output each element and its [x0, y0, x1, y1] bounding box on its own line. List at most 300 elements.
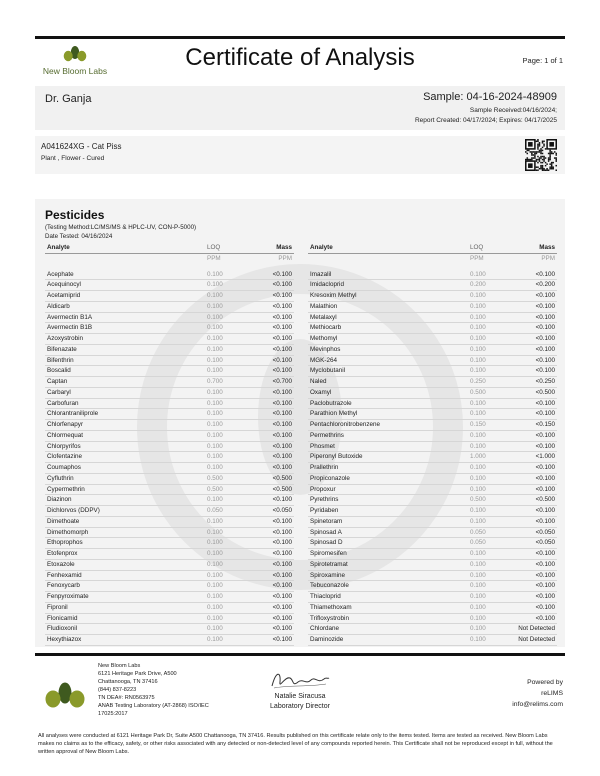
- mass-cell: <0.100: [245, 344, 294, 355]
- mass-cell: <0.100: [508, 291, 557, 302]
- table-row: [45, 355, 294, 366]
- loq-cell: 0.100: [205, 624, 245, 635]
- mass-cell: <0.100: [245, 323, 294, 334]
- table-row: [45, 291, 294, 302]
- loq-cell: 0.500: [468, 495, 508, 506]
- analyte-cell: Bifenthrin: [45, 355, 205, 366]
- analyte-cell: Fipronil: [45, 602, 205, 613]
- mass-cell: <0.100: [508, 270, 557, 280]
- col-header-mass: Mass: [245, 243, 294, 253]
- mass-cell: <0.100: [508, 463, 557, 474]
- mass-cell: <0.100: [508, 549, 557, 560]
- mass-cell: <0.100: [245, 301, 294, 312]
- mass-cell: <0.100: [245, 549, 294, 560]
- loq-cell: 0.100: [205, 430, 245, 441]
- table-row: [308, 602, 557, 613]
- mass-cell: <0.100: [245, 624, 294, 635]
- loq-cell: 0.050: [205, 506, 245, 517]
- mass-cell: <0.100: [245, 409, 294, 420]
- loq-cell: 0.100: [205, 355, 245, 366]
- table-row: [45, 452, 294, 463]
- loq-cell: 0.100: [468, 312, 508, 323]
- analyte-cell: Spinetoram: [308, 516, 468, 527]
- mass-cell: <0.100: [245, 495, 294, 506]
- loq-cell: 1.000: [468, 452, 508, 463]
- mass-cell: <0.100: [245, 270, 294, 280]
- lab-line: (844) 837-8223: [98, 687, 137, 693]
- table-row: [45, 613, 294, 624]
- analyte-cell: Oxamyl: [308, 387, 468, 398]
- page-number: Page: 1 of 1: [522, 56, 563, 65]
- analyte-cell: Coumaphos: [45, 463, 205, 474]
- analyte-cell: Trifloxystrobin: [308, 613, 468, 624]
- mass-cell: <0.100: [508, 602, 557, 613]
- mass-cell: <0.500: [245, 473, 294, 484]
- loq-cell: 0.100: [205, 527, 245, 538]
- mass-cell: <0.100: [245, 452, 294, 463]
- table-row: [308, 420, 557, 431]
- pesticides-table-right: [308, 243, 557, 646]
- loq-cell: 0.100: [205, 635, 245, 646]
- mass-cell: <0.250: [508, 377, 557, 388]
- analyte-cell: Spinosad A: [308, 527, 468, 538]
- powered-by-label: Powered by: [527, 679, 563, 686]
- pesticides-section: [35, 199, 565, 647]
- table-row: [308, 301, 557, 312]
- table-row: [45, 473, 294, 484]
- mass-cell: <0.100: [508, 516, 557, 527]
- mass-cell: <0.100: [508, 344, 557, 355]
- analyte-cell: Kresoxim Methyl: [308, 291, 468, 302]
- loq-cell: 0.050: [468, 527, 508, 538]
- table-row: [308, 516, 557, 527]
- signer-name: Natalie Siracusa: [274, 693, 326, 700]
- logo-text: New Bloom Labs: [42, 66, 108, 76]
- lab-line: TN DEA#: RN0563975: [98, 695, 155, 701]
- powered-by-email[interactable]: info@relims.com: [512, 701, 563, 708]
- table-row: [45, 581, 294, 592]
- table-row: [45, 495, 294, 506]
- table-row: [308, 506, 557, 517]
- table-row: [45, 538, 294, 549]
- loq-cell: 0.100: [205, 344, 245, 355]
- loq-cell: 0.100: [468, 559, 508, 570]
- table-row: [45, 463, 294, 474]
- loq-cell: 0.100: [468, 592, 508, 603]
- analyte-cell: Etofenprox: [45, 549, 205, 560]
- table-row: [45, 377, 294, 388]
- col-header-analyte: Analyte: [45, 243, 205, 253]
- loq-cell: 0.100: [468, 549, 508, 560]
- disclaimer: All analyses were conducted at 6121 Heritage Park Dr, Suite A500 Chattanooga, TN 37416. Results published on this certificate relate only to the items tested. Items are tested as received. New Bloom Labs makes no claims as to the efficacy, safety, or other risks associated with any detected or non-detected level of any compounds reported herein. This Certificate shall not be reproduced except in full, without the written approval of New Bloom Labs.: [38, 733, 553, 755]
- table-row: [308, 312, 557, 323]
- analyte-cell: Propiconazole: [308, 473, 468, 484]
- mass-cell: <0.100: [245, 538, 294, 549]
- table-row: [308, 592, 557, 603]
- loq-cell: 0.500: [205, 473, 245, 484]
- table-row: [45, 398, 294, 409]
- analyte-cell: Chlordane: [308, 624, 468, 635]
- analyte-cell: Acetamiprid: [45, 291, 205, 302]
- analyte-cell: Pentachloronitrobenzene: [308, 420, 468, 431]
- mass-cell: <0.100: [508, 473, 557, 484]
- mass-cell: <0.100: [508, 613, 557, 624]
- table-row: [308, 570, 557, 581]
- loq-cell: 0.700: [205, 377, 245, 388]
- pesticides-table-left: [45, 243, 294, 646]
- mass-cell: <0.100: [245, 430, 294, 441]
- analyte-cell: Piperonyl Butoxide: [308, 452, 468, 463]
- analyte-cell: Cypermethrin: [45, 484, 205, 495]
- loq-cell: 0.100: [205, 549, 245, 560]
- analyte-cell: Tebuconazole: [308, 581, 468, 592]
- col-header-loq: LOQ: [468, 243, 508, 253]
- analyte-cell: Boscalid: [45, 366, 205, 377]
- table-row: [45, 624, 294, 635]
- loq-cell: 0.100: [205, 301, 245, 312]
- table-row: [45, 387, 294, 398]
- table-row: [308, 624, 557, 635]
- mass-cell: <0.100: [508, 581, 557, 592]
- table-row: [308, 527, 557, 538]
- loq-cell: 0.100: [468, 291, 508, 302]
- section-title: Pesticides: [45, 208, 105, 222]
- mass-cell: <0.100: [245, 613, 294, 624]
- mass-cell: <0.100: [245, 312, 294, 323]
- unit-mass: PPM: [278, 254, 292, 262]
- table-row: [45, 280, 294, 291]
- lab-line: 6121 Heritage Park Drive, A500: [98, 671, 177, 677]
- analyte-cell: Fenpyroximate: [45, 592, 205, 603]
- mass-cell: <1.000: [508, 452, 557, 463]
- mass-cell: <0.100: [245, 581, 294, 592]
- table-row: [308, 344, 557, 355]
- mass-cell: <0.100: [508, 312, 557, 323]
- analyte-cell: Etoxazole: [45, 559, 205, 570]
- analyte-cell: Imidacloprid: [308, 280, 468, 291]
- loq-cell: 0.100: [205, 570, 245, 581]
- loq-cell: 0.100: [468, 409, 508, 420]
- table-row: [45, 312, 294, 323]
- mass-cell: <0.100: [245, 516, 294, 527]
- loq-cell: 0.100: [205, 495, 245, 506]
- analyte-cell: Spiromesifen: [308, 549, 468, 560]
- loq-cell: 0.100: [205, 398, 245, 409]
- analyte-cell: Aldicarb: [45, 301, 205, 312]
- table-row: [45, 441, 294, 452]
- analyte-cell: Spiroxamine: [308, 570, 468, 581]
- mass-cell: <0.100: [245, 592, 294, 603]
- analyte-cell: Avermectin B1A: [45, 312, 205, 323]
- product-name: A041624XG - Cat Piss: [41, 142, 122, 151]
- table-row: [45, 635, 294, 646]
- analyte-cell: Chlormequat: [45, 430, 205, 441]
- loq-cell: 0.100: [468, 301, 508, 312]
- client-section: [35, 86, 565, 130]
- analyte-cell: Propoxur: [308, 484, 468, 495]
- loq-cell: 0.100: [205, 559, 245, 570]
- analyte-cell: Hexythiazox: [45, 635, 205, 646]
- table-row: [45, 430, 294, 441]
- loq-cell: 0.100: [468, 355, 508, 366]
- mass-cell: <0.100: [508, 441, 557, 452]
- table-row: [45, 323, 294, 334]
- mass-cell: <0.100: [245, 280, 294, 291]
- mass-cell: <0.100: [245, 635, 294, 646]
- mass-cell: <0.100: [245, 527, 294, 538]
- loq-cell: 0.100: [205, 366, 245, 377]
- loq-cell: 0.100: [205, 334, 245, 345]
- analyte-cell: Diazinon: [45, 495, 205, 506]
- table-row: [308, 270, 557, 280]
- loq-cell: 0.100: [468, 635, 508, 646]
- client-name: Dr. Ganja: [45, 93, 92, 105]
- unit-loq: PPM: [470, 254, 484, 262]
- analyte-cell: Spirotetramat: [308, 559, 468, 570]
- col-header-loq: LOQ: [205, 243, 245, 253]
- table-row: [45, 420, 294, 431]
- analyte-cell: Chlorantraniliprole: [45, 409, 205, 420]
- mass-cell: <0.100: [245, 398, 294, 409]
- loq-cell: 0.500: [468, 387, 508, 398]
- table-row: [308, 581, 557, 592]
- date-tested: Date Tested: 04/16/2024: [45, 233, 113, 240]
- analyte-cell: Mevinphos: [308, 344, 468, 355]
- analyte-cell: Prallethrin: [308, 463, 468, 474]
- analyte-cell: Phosmet: [308, 441, 468, 452]
- mass-cell: <0.500: [245, 484, 294, 495]
- table-row: [308, 473, 557, 484]
- table-row: [308, 430, 557, 441]
- table-row: [308, 366, 557, 377]
- analyte-cell: Bifenazate: [45, 344, 205, 355]
- mass-cell: <0.100: [245, 387, 294, 398]
- analyte-cell: Naled: [308, 377, 468, 388]
- lab-line: New Bloom Labs: [98, 663, 141, 669]
- loq-cell: 0.100: [468, 624, 508, 635]
- mass-cell: <0.100: [245, 463, 294, 474]
- signer-title: Laboratory Director: [270, 703, 330, 710]
- analyte-cell: Myclobutanil: [308, 366, 468, 377]
- header-rule: [35, 36, 565, 39]
- analyte-cell: Chlorfenapyr: [45, 420, 205, 431]
- table-row: [45, 409, 294, 420]
- qr-code-icon[interactable]: [525, 139, 557, 171]
- loq-cell: 0.100: [468, 344, 508, 355]
- mass-cell: <0.500: [508, 495, 557, 506]
- analyte-cell: Pyrethrins: [308, 495, 468, 506]
- analyte-cell: Malathion: [308, 301, 468, 312]
- mass-cell: <0.100: [508, 334, 557, 345]
- table-row: [308, 323, 557, 334]
- table-row: [45, 527, 294, 538]
- col-header-mass: Mass: [508, 243, 557, 253]
- analyte-cell: Methomyl: [308, 334, 468, 345]
- mass-cell: <0.050: [245, 506, 294, 517]
- loq-cell: 0.100: [205, 452, 245, 463]
- mass-cell: <0.050: [508, 527, 557, 538]
- table-row: [308, 291, 557, 302]
- analyte-cell: Parathion Methyl: [308, 409, 468, 420]
- loq-cell: 0.100: [468, 473, 508, 484]
- mass-cell: <0.100: [245, 570, 294, 581]
- analyte-cell: Azoxystrobin: [45, 334, 205, 345]
- analyte-cell: Paclobutrazole: [308, 398, 468, 409]
- table-row: [308, 398, 557, 409]
- loq-cell: 0.100: [205, 602, 245, 613]
- table-row: [45, 506, 294, 517]
- loq-cell: 0.100: [205, 420, 245, 431]
- mass-cell: Not Detected: [508, 635, 557, 646]
- loq-cell: 0.100: [205, 613, 245, 624]
- loq-cell: 0.100: [205, 280, 245, 291]
- loq-cell: 0.100: [468, 334, 508, 345]
- lab-line: 17025:2017: [98, 711, 128, 717]
- loq-cell: 0.100: [468, 484, 508, 495]
- analyte-cell: Imazalil: [308, 270, 468, 280]
- table-row: [308, 355, 557, 366]
- analyte-cell: Spinosad D: [308, 538, 468, 549]
- mass-cell: <0.050: [508, 538, 557, 549]
- analyte-cell: Dimethomorph: [45, 527, 205, 538]
- loq-cell: 0.100: [468, 602, 508, 613]
- loq-cell: 0.100: [468, 613, 508, 624]
- table-row: [308, 441, 557, 452]
- table-row: [308, 280, 557, 291]
- loq-cell: 0.100: [468, 323, 508, 334]
- analyte-cell: Thiacloprid: [308, 592, 468, 603]
- analyte-cell: Metalaxyl: [308, 312, 468, 323]
- table-row: [308, 334, 557, 345]
- powered-by-name: reLIMS: [541, 690, 563, 697]
- loq-cell: 0.100: [468, 581, 508, 592]
- table-row: [308, 635, 557, 646]
- loq-cell: 0.050: [468, 538, 508, 549]
- mass-cell: <0.100: [508, 323, 557, 334]
- powered-by: [512, 677, 563, 710]
- table-row: [308, 538, 557, 549]
- table-row: [45, 301, 294, 312]
- mass-cell: <0.100: [245, 366, 294, 377]
- analyte-cell: Daminozide: [308, 635, 468, 646]
- loq-cell: 0.100: [468, 270, 508, 280]
- mass-cell: <0.100: [508, 355, 557, 366]
- analyte-cell: Carbofuran: [45, 398, 205, 409]
- table-row: [45, 334, 294, 345]
- mass-cell: <0.200: [508, 280, 557, 291]
- loq-cell: 0.100: [205, 592, 245, 603]
- table-row: [308, 549, 557, 560]
- loq-cell: 0.100: [205, 323, 245, 334]
- mass-cell: <0.100: [508, 430, 557, 441]
- analyte-cell: Carbaryl: [45, 387, 205, 398]
- analyte-cell: Methiocarb: [308, 323, 468, 334]
- sample-received: Sample Received:04/16/2024;: [469, 107, 557, 114]
- analyte-cell: Avermectin B1B: [45, 323, 205, 334]
- loq-cell: 0.100: [205, 581, 245, 592]
- table-row: [45, 549, 294, 560]
- mass-cell: <0.100: [245, 420, 294, 431]
- lab-line: ANAB Testing Laboratory (AT-2868) ISO/IEC: [98, 703, 209, 709]
- signature-icon: [268, 667, 332, 693]
- loq-cell: 0.250: [468, 377, 508, 388]
- analyte-cell: Thiamethoxam: [308, 602, 468, 613]
- table-row: [308, 387, 557, 398]
- loq-cell: 0.100: [468, 366, 508, 377]
- product-type: Plant , Flower - Cured: [41, 155, 105, 162]
- analyte-cell: Fludioxonil: [45, 624, 205, 635]
- mass-cell: <0.100: [245, 291, 294, 302]
- table-row: [308, 463, 557, 474]
- table-row: [45, 559, 294, 570]
- mass-cell: <0.100: [508, 409, 557, 420]
- mass-cell: <0.100: [508, 592, 557, 603]
- analyte-cell: Fenhexamid: [45, 570, 205, 581]
- loq-cell: 0.100: [468, 570, 508, 581]
- table-row: [45, 344, 294, 355]
- table-row: [45, 516, 294, 527]
- mass-cell: <0.100: [245, 559, 294, 570]
- table-row: [308, 559, 557, 570]
- analyte-cell: Fenoxycarb: [45, 581, 205, 592]
- loq-cell: 0.100: [468, 441, 508, 452]
- table-row: [45, 602, 294, 613]
- table-row: [308, 409, 557, 420]
- loq-cell: 0.100: [468, 430, 508, 441]
- table-row: [45, 366, 294, 377]
- mass-cell: <0.100: [508, 570, 557, 581]
- mass-cell: <0.100: [245, 441, 294, 452]
- analyte-cell: Ethoprophos: [45, 538, 205, 549]
- loq-cell: 0.100: [205, 538, 245, 549]
- table-row: [308, 484, 557, 495]
- analyte-cell: Chlorpyrifos: [45, 441, 205, 452]
- loq-cell: 0.100: [205, 409, 245, 420]
- analyte-cell: Acephate: [45, 270, 205, 280]
- loq-cell: 0.100: [468, 516, 508, 527]
- mass-cell: <0.100: [508, 506, 557, 517]
- mass-cell: <0.100: [245, 334, 294, 345]
- mass-cell: <0.700: [245, 377, 294, 388]
- mass-cell: <0.100: [508, 484, 557, 495]
- table-row: [45, 570, 294, 581]
- analyte-cell: Dichlorvos (DDPV): [45, 506, 205, 517]
- loq-cell: 0.100: [468, 463, 508, 474]
- loq-cell: 0.500: [205, 484, 245, 495]
- mass-cell: <0.100: [508, 301, 557, 312]
- analyte-cell: Flonicamid: [45, 613, 205, 624]
- analyte-cell: Dimethoate: [45, 516, 205, 527]
- loq-cell: 0.100: [205, 312, 245, 323]
- footer-rule: [35, 653, 565, 656]
- product-section: [35, 136, 565, 174]
- loq-cell: 0.100: [205, 441, 245, 452]
- col-header-analyte: Analyte: [308, 243, 468, 253]
- mass-cell: <0.100: [508, 398, 557, 409]
- analyte-cell: Pyridaben: [308, 506, 468, 517]
- mass-cell: <0.100: [245, 602, 294, 613]
- analyte-cell: Permethrins: [308, 430, 468, 441]
- lab-line: Chattanooga, TN 37416: [98, 679, 158, 685]
- analyte-cell: Acequinocyl: [45, 280, 205, 291]
- analyte-cell: Cyfluthrin: [45, 473, 205, 484]
- loq-cell: 0.100: [468, 398, 508, 409]
- loq-cell: 0.100: [205, 516, 245, 527]
- table-row: [308, 613, 557, 624]
- loq-cell: 0.100: [205, 270, 245, 280]
- table-row: [45, 592, 294, 603]
- analyte-cell: MGK-264: [308, 355, 468, 366]
